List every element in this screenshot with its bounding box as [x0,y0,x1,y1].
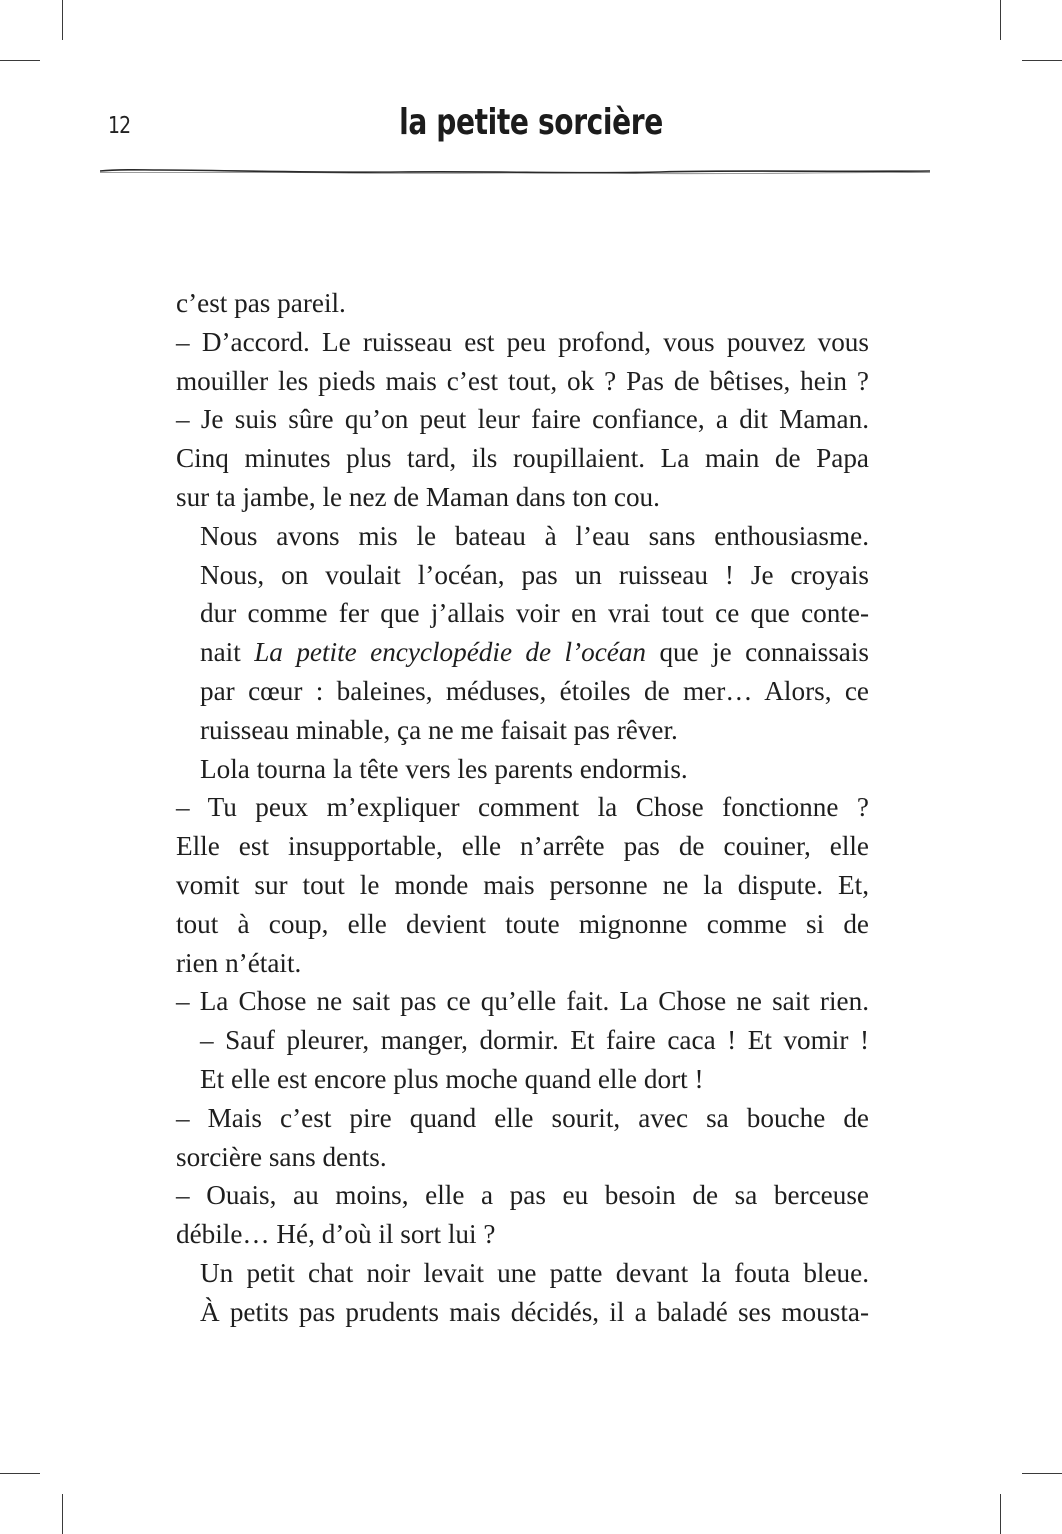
book-title: La petite encyclopédie de l’océan [254,637,647,668]
crop-mark-top-right [1000,0,1001,40]
text-line: sur ta jambe, le nez de Maman dans ton cou. [176,481,660,512]
text-line: tout à coup, elle devient toute mignonne comme si de [176,908,869,939]
crop-mark-bottom-right [1000,1494,1001,1534]
text-line: mouiller les pieds mais c’est tout, ok ? Pas de bêtises, hein ? [176,365,869,396]
text-line: – Ouais, au moins, elle a pas eu besoin de sa berceuse [176,1180,869,1211]
running-title: la petite sorcière [399,102,663,143]
text-line: Un petit chat noir levait une patte devant la fouta bleue. [200,1257,869,1288]
text-line: c’est pas pareil. [176,288,346,318]
text-line: – La Chose ne sait pas ce qu’elle fait. La Chose ne sait rien. [176,986,869,1017]
crop-mark-bottom-right-h [1022,1473,1062,1474]
text-line: À petits pas prudents mais décidés, il a baladé ses mousta- [200,1296,869,1327]
text-line: rien n’était. [176,947,302,978]
text-line: Elle est insupportable, elle n’arrête pas de couiner, elle [176,831,869,862]
text-line: Lola tourna la tête vers les parents endormis. [200,753,688,784]
text-line: – Je suis sûre qu’on peut leur faire confiance, a dit Maman. [176,404,869,435]
text-line: par cœur : baleines, méduses, étoiles de mer… Alors, ce [200,675,869,706]
text-line: – Mais c’est pire quand elle sourit, avec sa bouche de [176,1102,869,1133]
crop-mark-top-right-h [1022,60,1062,61]
text-line: débile… Hé, d’où il sort lui ? [176,1219,496,1250]
text-line: ruisseau minable, ça ne me faisait pas rêver. [200,714,678,745]
text-segment: nait [200,637,255,668]
text-line: Nous avons mis le bateau à l’eau sans enthousiasme. [200,520,869,551]
crop-mark-bottom-left-h [0,1473,40,1474]
text-line [176,633,869,672]
text-line: vomit sur tout le monde mais personne ne la dispute. Et, [176,869,869,900]
crop-mark-top-left-h [0,60,40,61]
text-line: dur comme fer que j’allais voir en vrai tout ce que conte- [200,598,869,629]
text-line: Et elle est encore plus moche quand elle dort ! [200,1063,704,1094]
text-line: – Tu peux m’expliquer comment la Chose fonctionne ? [176,792,869,823]
text-line: – Sauf pleurer, manger, dormir. Et faire caca ! Et vomir ! [200,1025,869,1056]
header-rule [100,160,930,184]
page-number: 12 [108,113,131,139]
body-text [176,284,869,1332]
text-line: Cinq minutes plus tard, ils roupillaient. La main de Papa [176,443,869,474]
text-segment: que je connaissais [646,637,869,668]
text-line: – D’accord. Le ruisseau est peu profond, vous pouvez vous [176,326,869,357]
text-line: Nous, on voulait l’océan, pas un ruisseau ! Je croyais [200,559,869,590]
crop-mark-bottom-left [62,1494,63,1534]
crop-mark-top-left [62,0,63,40]
text-line: sorcière sans dents. [176,1141,387,1172]
